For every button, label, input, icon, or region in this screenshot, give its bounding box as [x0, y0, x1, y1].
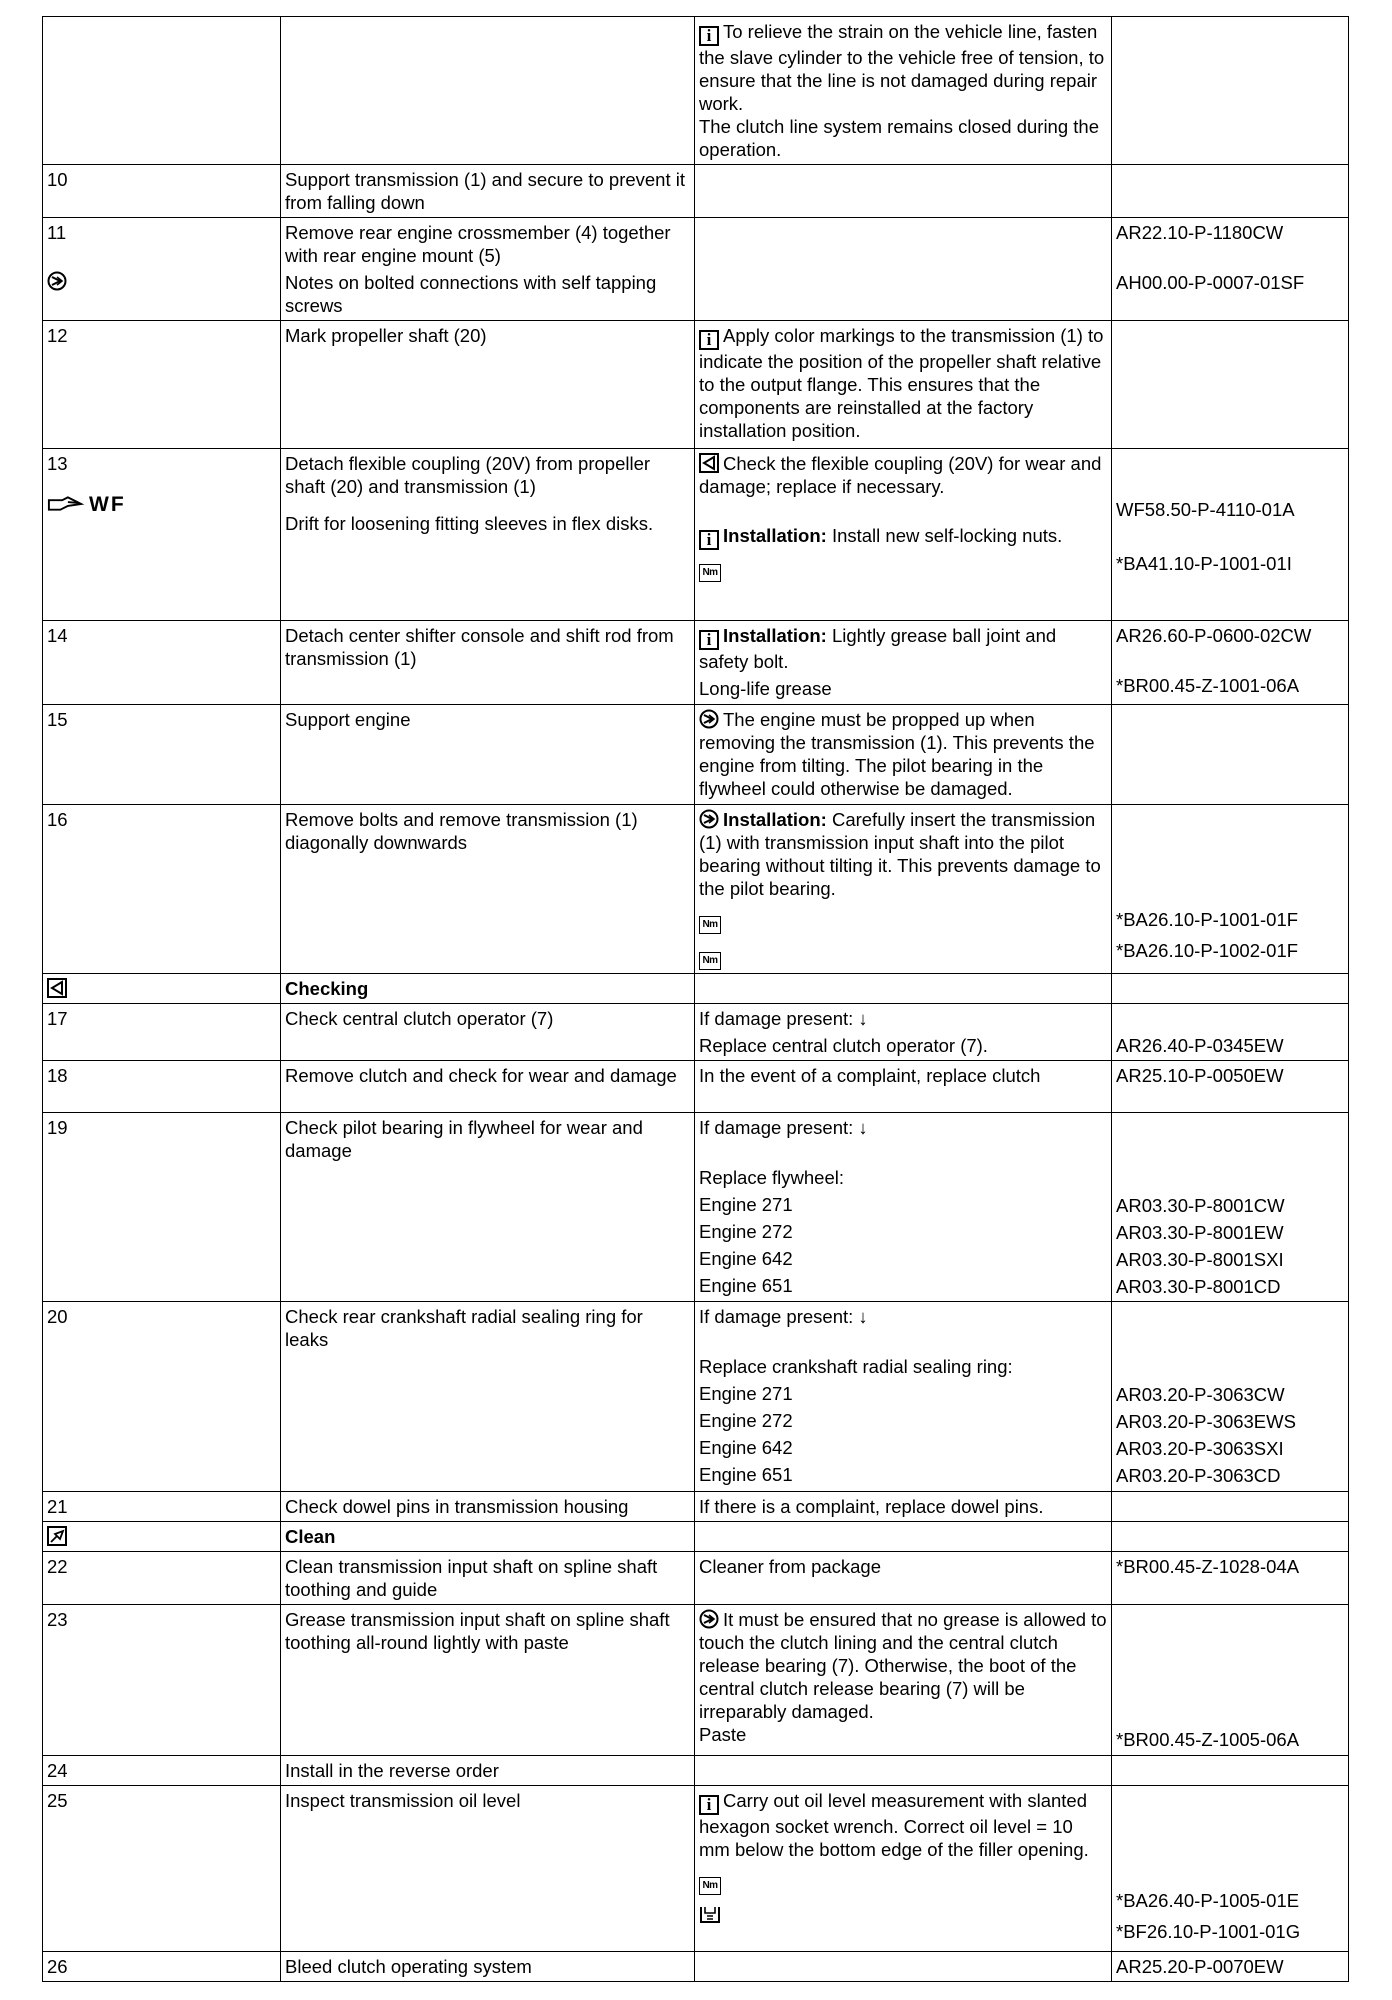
note-cell — [695, 1952, 1112, 1982]
action-text: Check dowel pins in transmission housing — [285, 1496, 629, 1517]
torque-icon: Nm — [699, 564, 721, 582]
note-cell — [695, 1004, 1112, 1061]
reference-cell — [1112, 321, 1349, 449]
table-row — [43, 17, 1349, 165]
reference-link[interactable]: AR22.10-P-1180CW — [1116, 222, 1284, 243]
reference-link[interactable]: *BA26.40-P-1005-01E — [1116, 1890, 1300, 1911]
action-text: Bleed clutch operating system — [285, 1956, 532, 1977]
action-cell — [281, 1605, 695, 1756]
note-text: Replace flywheel: — [699, 1167, 844, 1188]
torque-icon: Nm — [699, 916, 721, 934]
action-cell — [281, 705, 695, 805]
arrow-down-icon: ↓ — [858, 1306, 868, 1327]
action-cell — [281, 805, 695, 974]
action-cell — [281, 1952, 695, 1982]
reference-cell — [1112, 1113, 1349, 1302]
reference-link[interactable]: *BR00.45-Z-1028-04A — [1116, 1556, 1300, 1577]
note-text: Long-life grease — [699, 678, 832, 699]
warning-icon — [47, 271, 67, 291]
engine-label: Engine 272 — [699, 1410, 793, 1431]
reference-link[interactable]: *BA26.10-P-1001-01F — [1116, 909, 1299, 930]
action-text: Install in the reverse order — [285, 1760, 499, 1781]
note-text: Install new self-locking nuts. — [831, 525, 1063, 546]
step-number-cell: 26 — [43, 1952, 281, 1982]
warning-icon — [699, 709, 719, 729]
table-row — [43, 449, 1349, 621]
reference-cell — [1112, 1952, 1349, 1982]
reference-cell — [1112, 218, 1349, 321]
action-text: Grease transmission input shaft on spline shaft toothing all-round lightly with paste — [285, 1609, 670, 1653]
note-cell — [695, 1522, 1112, 1552]
reference-link[interactable]: *BF26.10-P-1001-01G — [1116, 1921, 1301, 1942]
note-cell — [695, 1061, 1112, 1113]
action-cell — [281, 218, 695, 321]
note-text: To relieve the strain on the vehicle line, fasten the slave cylinder to the vehicle free of tension, to ensure that the line is not damaged during repair work. — [699, 21, 1105, 114]
note-text: If there is a complaint, replace dowel pins. — [699, 1496, 1044, 1517]
note-cell — [695, 1786, 1112, 1952]
step-number-cell: 13 WF — [43, 449, 281, 621]
clean-icon — [47, 1526, 67, 1546]
step-number-cell: 25 — [43, 1786, 281, 1952]
note-cell — [695, 218, 1112, 321]
check-icon — [699, 453, 719, 473]
note-text: Apply color markings to the transmission (1) to indicate the position of the propeller shaft relative to the output flange. This ensures that the components are reinstalled at the factory installation position. — [699, 325, 1104, 441]
note-cell — [695, 974, 1112, 1004]
step-number-cell: 15 — [43, 705, 281, 805]
reference-cell — [1112, 621, 1349, 705]
step-number-cell: 17 — [43, 1004, 281, 1061]
section-icon-cell — [43, 1522, 281, 1552]
action-text: Detach flexible coupling (20V) from propeller shaft (20) and transmission (1) — [285, 453, 651, 497]
note-text: Paste — [699, 1724, 747, 1745]
reference-cell — [1112, 165, 1349, 218]
section-header-row — [43, 1522, 1349, 1552]
action-cell — [281, 1552, 695, 1605]
section-icon-cell — [43, 974, 281, 1004]
step-number-cell: 21 — [43, 1492, 281, 1522]
info-icon: i — [699, 26, 719, 46]
table-row — [43, 321, 1349, 449]
reference-link[interactable]: *BR00.45-Z-1005-06A — [1116, 1729, 1300, 1750]
reference-cell — [1112, 1605, 1349, 1756]
engine-label: Engine 651 — [699, 1275, 793, 1296]
reference-link[interactable]: *BR00.45-Z-1001-06A — [1116, 675, 1300, 696]
reference-link[interactable]: AR25.20-P-0070EW — [1116, 1956, 1284, 1977]
note-cell — [695, 321, 1112, 449]
action-cell — [281, 165, 695, 218]
reference-cell — [1112, 1522, 1349, 1552]
action-cell — [281, 1004, 695, 1061]
action-text: Support engine — [285, 709, 411, 730]
note-text: Replace crankshaft radial sealing ring: — [699, 1356, 1013, 1377]
action-text: Remove bolts and remove transmission (1) diagonally downwards — [285, 809, 638, 853]
engine-label: Engine 642 — [699, 1437, 793, 1458]
reference-cell — [1112, 1004, 1349, 1061]
action-cell — [281, 1113, 695, 1302]
table-row — [43, 1756, 1349, 1786]
note-cell — [695, 165, 1112, 218]
engine-label: Engine 651 — [699, 1464, 793, 1485]
note-cell — [695, 1302, 1112, 1492]
note-text: The clutch line system remains closed during the operation. — [699, 116, 1099, 160]
step-number-cell: 11 — [43, 218, 281, 321]
note-text: If damage present: — [699, 1117, 854, 1138]
reference-link[interactable]: AR26.40-P-0345EW — [1116, 1035, 1284, 1056]
note-text: Replace central clutch operator (7). — [699, 1035, 988, 1056]
action-text: Notes on bolted connections with self tapping screws — [285, 272, 657, 316]
note-cell — [695, 1552, 1112, 1605]
reference-cell — [1112, 1756, 1349, 1786]
action-text: Support transmission (1) and secure to prevent it from falling down — [285, 169, 685, 213]
reference-link[interactable]: AR26.60-P-0600-02CW — [1116, 625, 1312, 646]
note-text: The engine must be propped up when removing the transmission (1). This prevents the engine from tilting. The pilot bearing in the flywheel could otherwise be damaged. — [699, 709, 1095, 799]
note-text: Check the flexible coupling (20V) for wear and damage; replace if necessary. — [699, 453, 1102, 497]
step-number-cell: 22 — [43, 1552, 281, 1605]
check-icon — [47, 978, 67, 998]
note-text: Carefully insert the transmission (1) with transmission input shaft into the pilot bearing without tilting it. This prevents damage to the pilot bearing. — [699, 809, 1101, 899]
work-instruction-page — [42, 16, 1348, 1982]
table-row — [43, 1113, 1349, 1302]
reference-link[interactable]: AR03.30-P-8001SXI — [1116, 1249, 1284, 1270]
arrow-down-icon: ↓ — [858, 1117, 868, 1138]
reference-link[interactable]: AR03.30-P-8001CW — [1116, 1195, 1285, 1216]
note-text: If damage present: — [699, 1008, 854, 1029]
action-text: Check rear crankshaft radial sealing ring for leaks — [285, 1306, 643, 1350]
note-cell — [695, 17, 1112, 165]
table-row — [43, 1302, 1349, 1492]
reference-link[interactable]: AR03.20-P-3063SXI — [1116, 1438, 1284, 1459]
info-icon: i — [699, 530, 719, 550]
action-cell — [281, 1756, 695, 1786]
action-cell — [281, 1061, 695, 1113]
table-row — [43, 1952, 1349, 1982]
reference-link[interactable]: AR03.20-P-3063CW — [1116, 1384, 1285, 1405]
action-cell — [281, 449, 695, 621]
reference-cell — [1112, 1552, 1349, 1605]
note-cell — [695, 1605, 1112, 1756]
reference-link[interactable]: AR03.20-P-3063CD — [1116, 1465, 1281, 1486]
info-icon: i — [699, 1795, 719, 1815]
note-cell — [695, 621, 1112, 705]
note-cell — [695, 1113, 1112, 1302]
action-cell — [281, 1492, 695, 1522]
info-icon: i — [699, 630, 719, 650]
warning-icon — [699, 809, 719, 829]
table-row — [43, 165, 1349, 218]
section-header-row — [43, 974, 1349, 1004]
step-number-cell — [43, 17, 281, 165]
engine-label: Engine 272 — [699, 1221, 793, 1242]
step-number-cell: 14 — [43, 621, 281, 705]
table-row — [43, 1786, 1349, 1952]
note-text: In the event of a complaint, replace clutch — [699, 1065, 1041, 1086]
reference-cell — [1112, 974, 1349, 1004]
note-text: Lightly grease ball joint and safety bolt. — [699, 625, 1057, 672]
action-text: Inspect transmission oil level — [285, 1790, 521, 1811]
reference-cell — [1112, 1786, 1349, 1952]
step-number-cell: 16 — [43, 805, 281, 974]
reference-link[interactable]: AR03.30-P-8001CD — [1116, 1276, 1281, 1297]
warning-icon — [699, 1609, 719, 1629]
table-row — [43, 1004, 1349, 1061]
note-cell — [695, 705, 1112, 805]
reference-link[interactable]: AR03.30-P-8001EW — [1116, 1222, 1284, 1243]
step-number-cell: 19 — [43, 1113, 281, 1302]
engine-label: Engine 642 — [699, 1248, 793, 1269]
reference-link[interactable]: WF58.50-P-4110-01A — [1116, 499, 1295, 520]
table-row — [43, 621, 1349, 705]
info-icon: i — [699, 330, 719, 350]
reference-link[interactable]: AH00.00-P-0007-01SF — [1116, 272, 1305, 293]
reference-cell — [1112, 449, 1349, 621]
reference-link[interactable]: *BA41.10-P-1001-01I — [1116, 553, 1292, 574]
engine-label: Engine 271 — [699, 1383, 793, 1404]
reference-link[interactable]: AR03.20-P-3063EWS — [1116, 1411, 1296, 1432]
engine-label: Engine 271 — [699, 1194, 793, 1215]
reference-link[interactable]: AR25.10-P-0050EW — [1116, 1065, 1284, 1086]
table-row — [43, 805, 1349, 974]
note-cell — [695, 449, 1112, 621]
step-number-cell: 18 — [43, 1061, 281, 1113]
action-text: Mark propeller shaft (20) — [285, 325, 487, 346]
note-text: Cleaner from package — [699, 1556, 882, 1577]
action-cell — [281, 621, 695, 705]
note-label: Installation: — [723, 525, 827, 546]
note-label: Installation: — [723, 625, 827, 646]
note-text: Carry out oil level measurement with slanted hexagon socket wrench. Correct oil level = 10 mm below the bottom edge of the filler opening. — [699, 1790, 1089, 1860]
step-number-cell: 10 — [43, 165, 281, 218]
action-text: Drift for loosening fitting sleeves in flex disks. — [285, 513, 654, 534]
note-label: Installation: — [723, 809, 827, 830]
action-text: Check pilot bearing in flywheel for wear and damage — [285, 1117, 643, 1161]
special-tool-label: WF — [89, 493, 126, 516]
section-title: Clean — [281, 1522, 695, 1552]
reference-cell — [1112, 1061, 1349, 1113]
oil-fill-icon — [699, 1904, 721, 1924]
reference-cell — [1112, 805, 1349, 974]
torque-icon: Nm — [699, 1877, 721, 1895]
table-row — [43, 218, 1349, 321]
action-cell — [281, 1302, 695, 1492]
reference-cell — [1112, 1492, 1349, 1522]
table-row — [43, 1492, 1349, 1522]
step-number-cell: 20 — [43, 1302, 281, 1492]
action-text: Detach center shifter console and shift rod from transmission (1) — [285, 625, 674, 669]
table-row — [43, 1605, 1349, 1756]
reference-cell — [1112, 1302, 1349, 1492]
step-number-cell: 12 — [43, 321, 281, 449]
note-text: If damage present: — [699, 1306, 854, 1327]
note-cell — [695, 1756, 1112, 1786]
reference-cell — [1112, 705, 1349, 805]
action-cell — [281, 1786, 695, 1952]
arrow-down-icon: ↓ — [858, 1008, 868, 1029]
hand-pointer-icon — [47, 494, 85, 514]
reference-link[interactable]: *BA26.10-P-1002-01F — [1116, 940, 1299, 961]
procedure-table — [42, 16, 1349, 1982]
note-text: It must be ensured that no grease is allowed to touch the clutch lining and the central clutch release bearing (7). Otherwise, the boot of the central clutch release bearing (7) will be irreparably damaged. — [699, 1609, 1107, 1722]
step-number-cell: 24 — [43, 1756, 281, 1786]
section-title: Checking — [281, 974, 695, 1004]
step-number-cell: 23 — [43, 1605, 281, 1756]
note-cell — [695, 1492, 1112, 1522]
table-row — [43, 1061, 1349, 1113]
action-text: Remove rear engine crossmember (4) together with rear engine mount (5) — [285, 222, 671, 266]
note-cell — [695, 805, 1112, 974]
action-text: Check central clutch operator (7) — [285, 1008, 554, 1029]
table-row — [43, 705, 1349, 805]
table-row — [43, 1552, 1349, 1605]
action-text: Remove clutch and check for wear and damage — [285, 1065, 677, 1086]
reference-cell — [1112, 17, 1349, 165]
action-text: Clean transmission input shaft on spline shaft toothing and guide — [285, 1556, 658, 1600]
action-cell — [281, 321, 695, 449]
action-cell — [281, 17, 695, 165]
torque-icon: Nm — [699, 952, 721, 970]
